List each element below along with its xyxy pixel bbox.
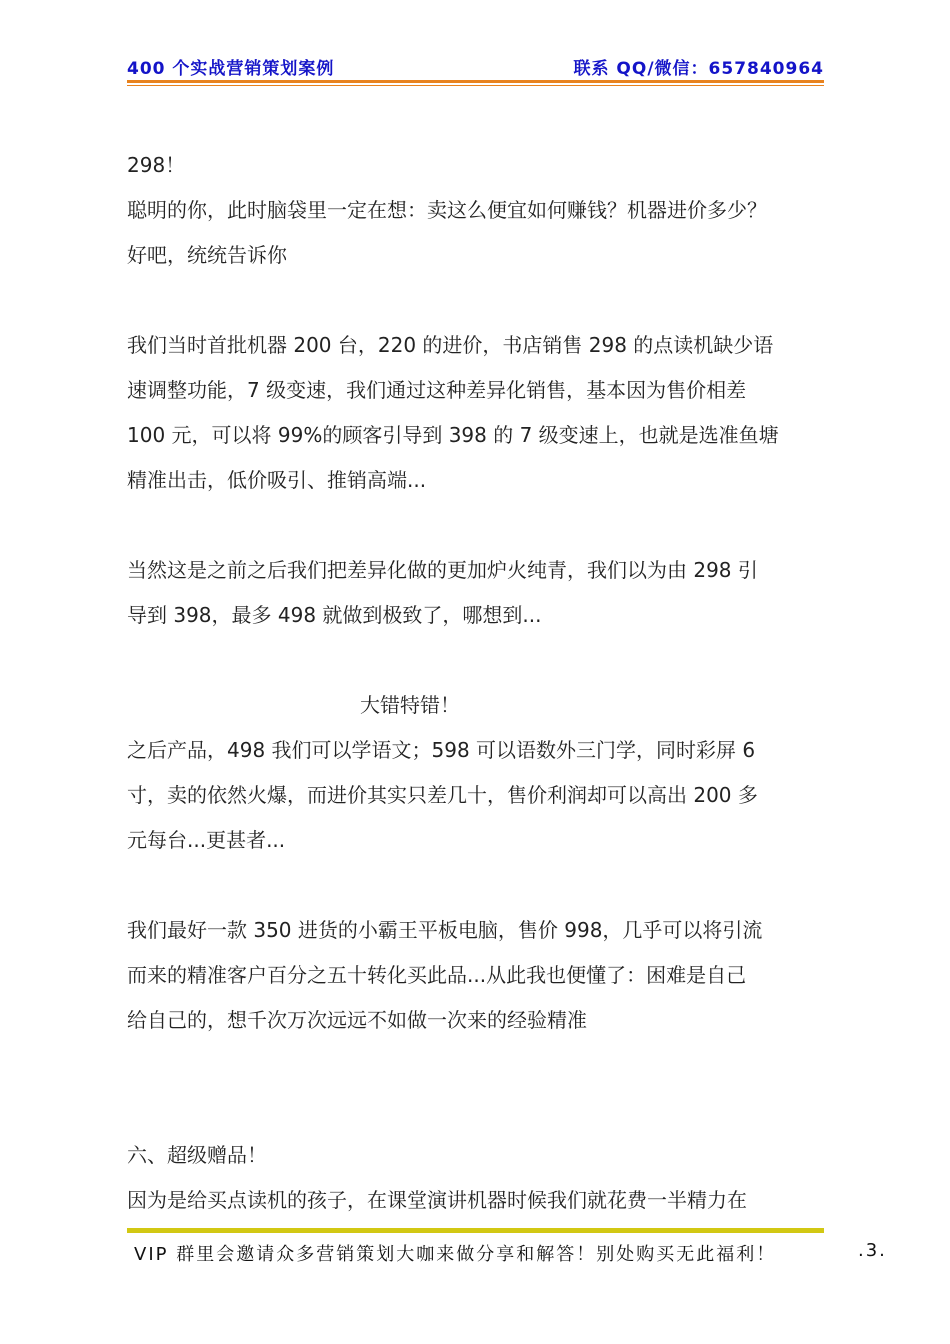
paragraph-gap [127,503,827,548]
page-number: .3. [858,1240,887,1261]
paragraph-gap [127,1043,827,1133]
body-line: 之后产品，498 我们可以学语文；598 可以语数外三门学，同时彩屏 6 [127,738,756,762]
body-line: 好吧，统统告诉你 [127,243,287,267]
body-line: 100 元，可以将 99%的顾客引导到 398 的 7 级变速上，也就是选准鱼塘 [127,423,779,447]
body-line: 而来的精准客户百分之五十转化买此品...从此我也便懂了：困难是自己 [127,963,747,987]
body-line: 给自己的，想千次万次远远不如做一次来的经验精准 [127,1008,587,1032]
body-line: 精准出击，低价吸引、推销高端... [127,468,427,492]
body-line: 聪明的你，此时脑袋里一定在想：卖这么便宜如何赚钱？机器进价多少？ [127,198,767,222]
body-line: 我们当时首批机器 200 台，220 的进价，书店销售 298 的点读机缺少语 [127,333,774,357]
footer-text: VIP 群里会邀请众多营销策划大咖来做分享和解答！别处购买无此福利！ [134,1244,777,1265]
paragraph-gap [127,863,827,908]
body-line: 当然这是之前之后我们把差异化做的更加炉火纯青，我们以为由 298 引 [127,558,758,582]
document-body [127,143,827,1223]
body-line: 速调整功能，7 级变速，我们通过这种差异化销售，基本因为售价相差 [127,378,747,402]
body-line: 元每台...更甚者... [127,828,286,852]
paragraph-gap [127,638,827,683]
header-title: 400 个实战营销策划案例 [127,59,335,79]
header-divider-thin [127,85,824,86]
body-line: 寸，卖的依然火爆，而进价其实只差几十，售价利润却可以高出 200 多 [127,783,758,807]
header-contact: 联系 QQ/微信：657840964 [573,59,824,79]
body-line: 因为是给买点读机的孩子，在课堂演讲机器时候我们就花费一半精力在 [127,1188,747,1212]
body-line: 298！ [127,153,186,177]
footer-divider [127,1228,824,1233]
emphasis-line: 大错特错！ [360,693,460,717]
paragraph-gap [127,278,827,323]
body-line: 我们最好一款 350 进货的小霸王平板电脑，售价 998，几乎可以将引流 [127,918,763,942]
header-divider [127,80,824,83]
page-header [127,54,824,78]
section-heading: 六、超级赠品！ [127,1143,267,1167]
body-line: 导到 398，最多 498 就做到极致了，哪想到... [127,603,542,627]
